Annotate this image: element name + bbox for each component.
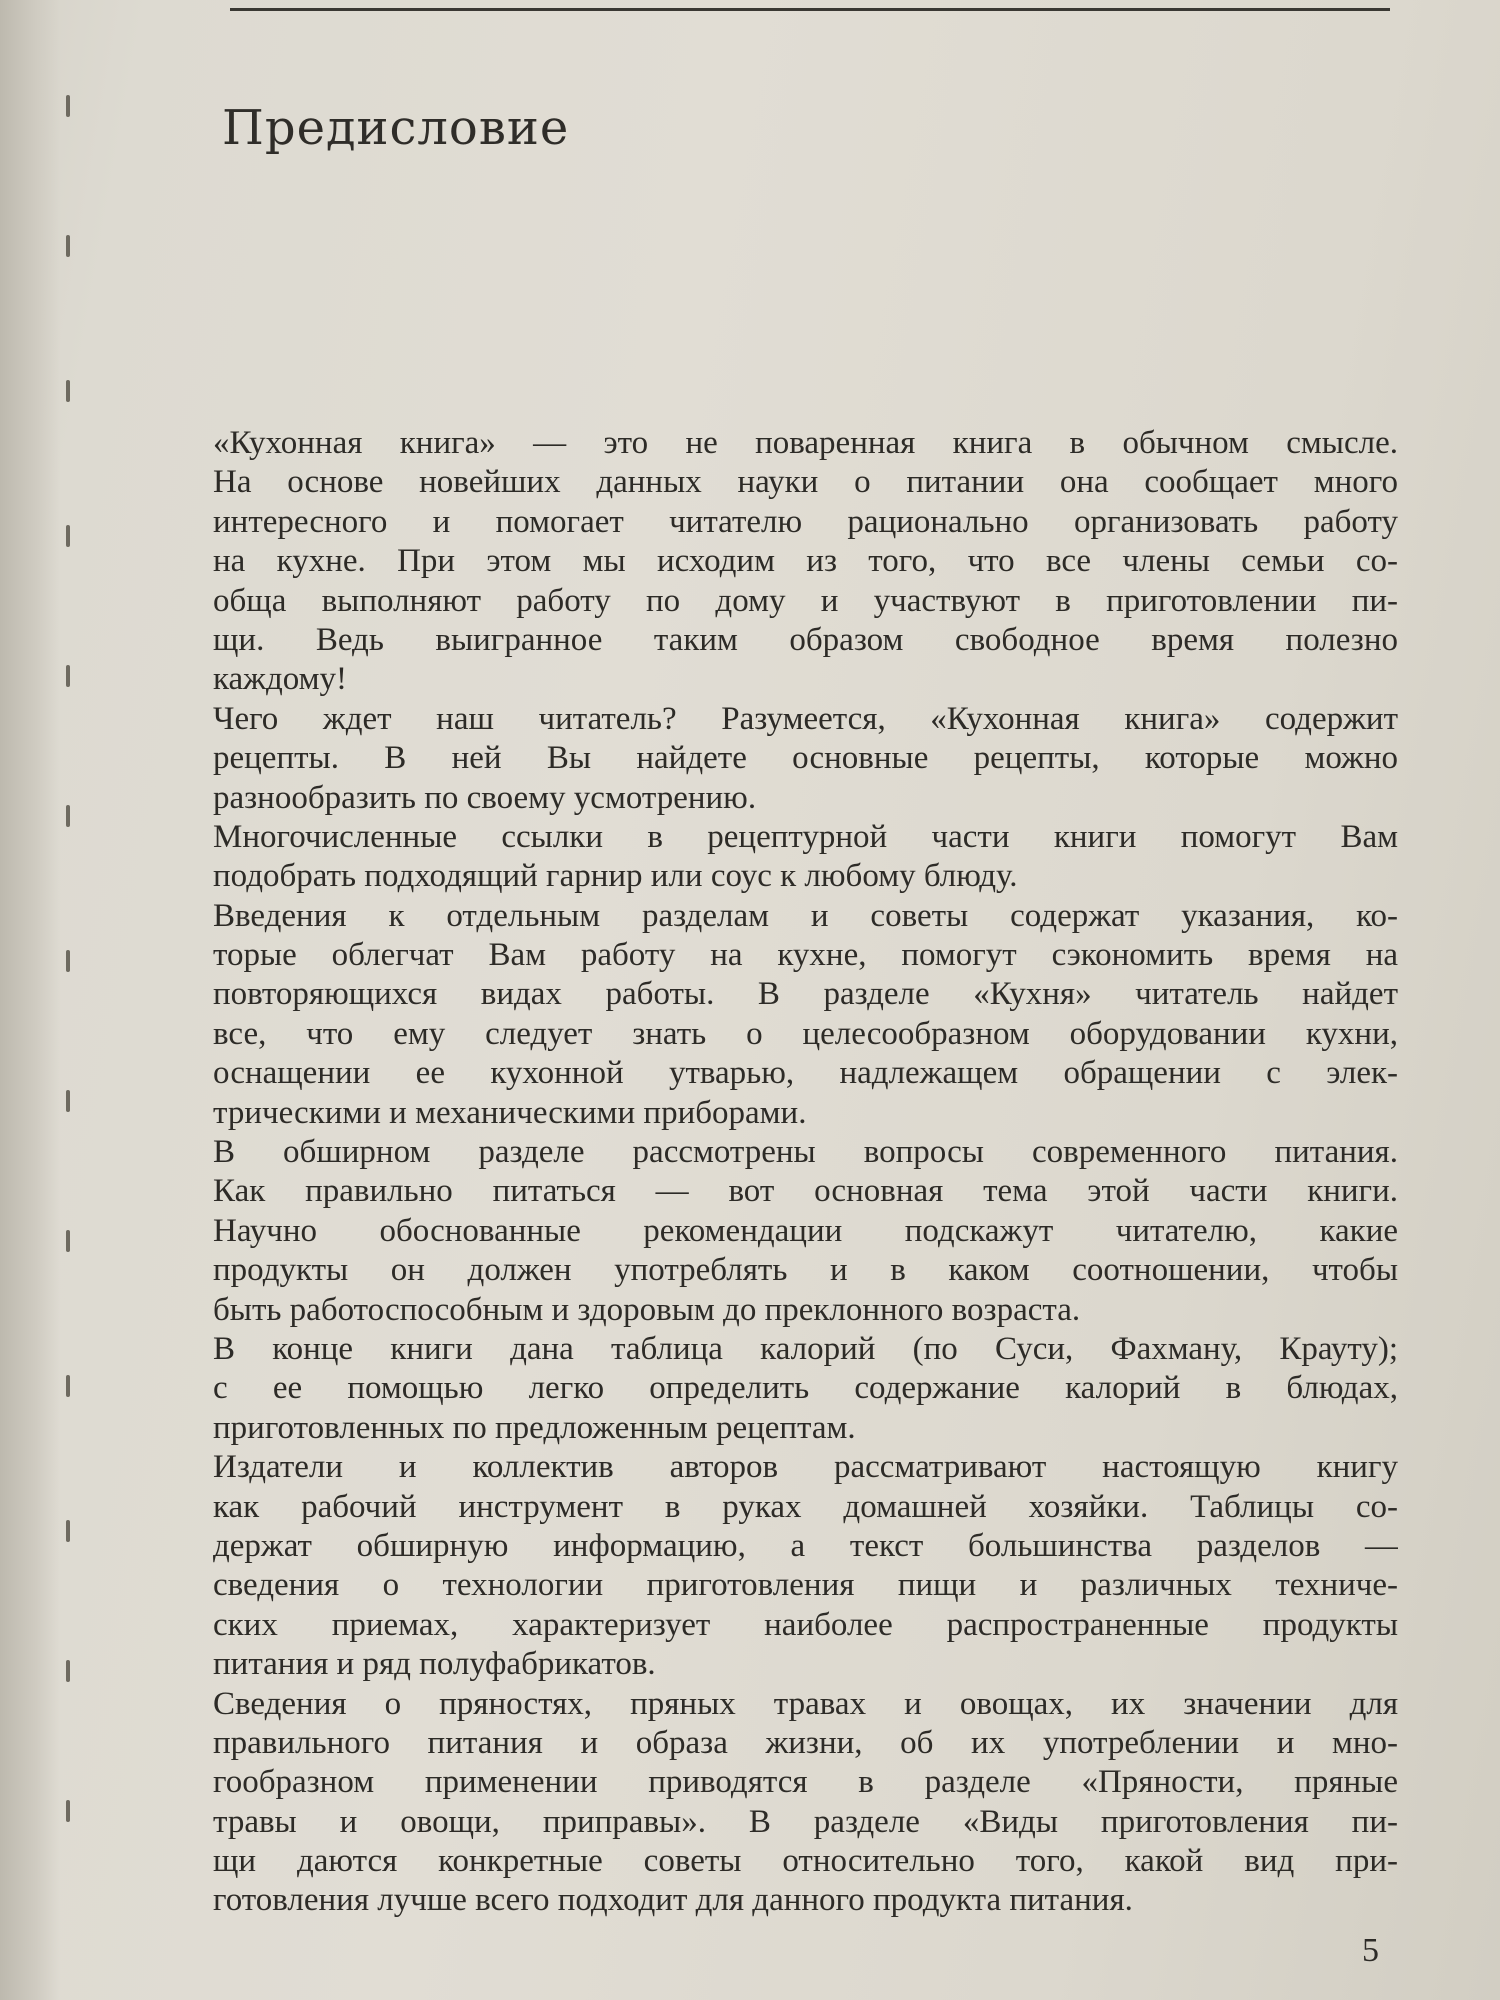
binding-stitch	[66, 1375, 70, 1397]
text-line: Введения к отдельным разделам и советы содержат указания, ко-	[213, 897, 1398, 934]
paragraph	[213, 1330, 1398, 1448]
binding-stitch	[66, 380, 70, 402]
binding-stitch	[66, 805, 70, 827]
text-line: приготовленных по предложенным рецептам.	[213, 1409, 856, 1446]
paragraph	[213, 818, 1398, 897]
paragraph	[213, 897, 1398, 1133]
paragraph	[213, 1448, 1398, 1684]
binding-stitch	[66, 665, 70, 687]
binding-stitch	[66, 1800, 70, 1822]
text-line: Издатели и коллектив авторов рассматривают настоящую книгу	[213, 1449, 1398, 1486]
text-line: интересного и помогает читателю рационально организовать работу	[213, 503, 1398, 540]
text-line: питания и ряд полуфабрикатов.	[213, 1646, 656, 1683]
text-line: травы и овощи, приправы». В разделе «Виды приготовления пи-	[213, 1803, 1398, 1840]
binding-stitch	[66, 1660, 70, 1682]
text-line: оснащении ее кухонной утварью, надлежащем обращении с элек-	[213, 1055, 1398, 1092]
text-line: В конце книги дана таблица калорий (по Суси, Фахману, Крауту);	[213, 1330, 1398, 1367]
text-line: повторяющихся видах работы. В разделе «Кухня» читатель найдет	[213, 976, 1398, 1013]
text-line: Многочисленные ссылки в рецептурной части книги помогут Вам	[213, 818, 1398, 855]
text-line: трическими и механическими приборами.	[213, 1094, 807, 1131]
text-line: с ее помощью легко определить содержание калорий в блюдах,	[213, 1370, 1398, 1407]
text-line: На основе новейших данных науки о питании она сообщает много	[213, 464, 1398, 501]
text-line: ских приемах, характеризует наиболее распространенные продукты	[213, 1606, 1398, 1643]
text-line: торые облегчат Вам работу на кухне, помогут сэкономить время на	[213, 937, 1398, 974]
text-line: подобрать подходящий гарнир или соус к любому блюду.	[213, 858, 1018, 895]
text-line: быть работоспособным и здоровым до преклонного возраста.	[213, 1291, 1081, 1328]
binding-stitch	[66, 235, 70, 257]
binding-stitch	[66, 1520, 70, 1542]
binding-stitch	[66, 95, 70, 117]
text-line: рецепты. В ней Вы найдете основные рецепты, которые можно	[213, 740, 1398, 777]
paragraph	[213, 424, 1398, 700]
text-line: гообразном применении приводятся в разделе «Пряности, пряные	[213, 1764, 1398, 1801]
text-line: щи. Ведь выигранное таким образом свободное время полезно	[213, 621, 1398, 658]
text-line: правильного питания и образа жизни, об их употреблении и мно-	[213, 1724, 1398, 1761]
text-line: «Кухонная книга» — это не поваренная книга в обычном смысле.	[213, 425, 1398, 461]
top-rule	[230, 8, 1390, 11]
paragraph	[213, 1133, 1398, 1330]
text-line: на кухне. При этом мы исходим из того, что все члены семьи со-	[213, 543, 1398, 580]
binding-stitch	[66, 1230, 70, 1252]
text-line: продукты он должен употреблять и в каком соотношении, чтобы	[213, 1252, 1398, 1289]
text-line: разнообразить по своему усмотрению.	[213, 779, 757, 816]
book-gutter-shadow	[0, 0, 60, 2000]
text-line: держат обширную информацию, а текст большинства разделов —	[213, 1527, 1398, 1564]
paragraph	[213, 700, 1398, 818]
text-line: Научно обоснованные рекомендации подскажут читателю, какие	[213, 1212, 1398, 1249]
text-line: щи даются конкретные советы относительно того, какой вид при-	[213, 1843, 1398, 1880]
text-line: каждому!	[213, 661, 348, 698]
text-line: все, что ему следует знать о целесообразном оборудовании кухни,	[213, 1015, 1398, 1052]
text-line: как рабочий инструмент в руках домашней хозяйки. Таблицы со-	[213, 1488, 1398, 1525]
binding-stitch	[66, 1090, 70, 1112]
text-line: обща выполняют работу по дому и участвуют в приготовлении пи-	[213, 582, 1398, 619]
text-line: Как правильно питаться — вот основная тема этой части книги.	[213, 1173, 1398, 1210]
text-line: В обширном разделе рассмотрены вопросы современного питания.	[213, 1134, 1398, 1171]
page-heading: Предисловие	[222, 100, 570, 156]
paragraph	[213, 1685, 1398, 1921]
page-number: 5	[1362, 1932, 1379, 1969]
text-line: готовления лучше всего подходит для данного продукта питания.	[213, 1882, 1133, 1919]
binding-stitch	[66, 525, 70, 547]
text-line: сведения о технологии приготовления пищи и различных техниче-	[213, 1567, 1398, 1604]
preface-body	[213, 424, 1398, 1921]
text-line: Сведения о пряностях, пряных травах и овощах, их значении для	[213, 1685, 1398, 1722]
text-line: Чего ждет наш читатель? Разумеется, «Кухонная книга» содержит	[213, 700, 1398, 737]
binding-stitch	[66, 950, 70, 972]
